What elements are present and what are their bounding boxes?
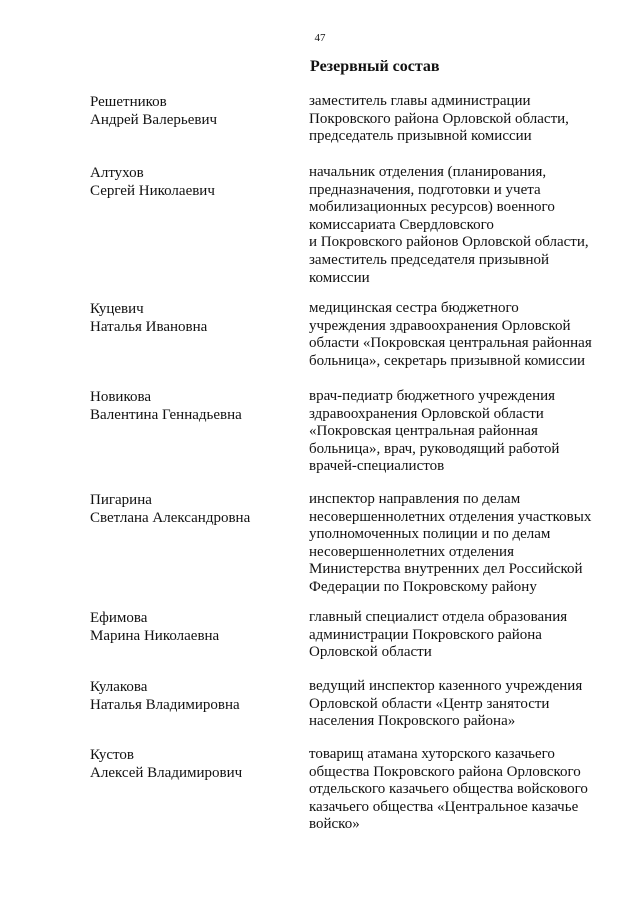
member-role <box>309 93 609 146</box>
role-line: области «Покровская центральная районная <box>309 335 592 352</box>
member-given-names: Сергей Николаевич <box>90 183 215 199</box>
member-surname: Кустов <box>90 747 134 763</box>
member-name <box>90 491 300 527</box>
member-surname: Кулакова <box>90 679 148 695</box>
member-surname: Ефимова <box>90 610 148 626</box>
member-surname: Пигарина <box>90 492 152 508</box>
member-given-names: Наталья Ивановна <box>90 319 208 335</box>
member-given-names: Алексей Владимирович <box>90 765 243 781</box>
role-line: товарищ атамана хуторского казачьего <box>309 746 555 762</box>
role-line: инспектор направления по делам <box>309 491 521 507</box>
role-line: больница», секретарь призывной комиссии <box>309 352 586 369</box>
member-role <box>309 678 609 731</box>
role-line: Орловской области «Центр занятости <box>309 695 550 712</box>
role-line: отдельского казачьего общества войскового <box>309 781 588 798</box>
role-line: предназначения, подготовки и учета <box>309 181 541 198</box>
role-line: несовершеннолетних отделения <box>309 543 514 560</box>
member-name <box>90 678 300 714</box>
member-given-names: Наталья Владимировна <box>90 697 240 713</box>
member-surname: Куцевич <box>90 301 144 317</box>
role-line: главный специалист отдела образования <box>309 609 568 625</box>
role-line: «Покровская центральная районная <box>309 423 538 440</box>
member-role <box>309 388 609 476</box>
member-role <box>309 491 609 597</box>
role-line: и Покровского районов Орловской области, <box>309 234 589 251</box>
role-line: ведущий инспектор казенного учреждения <box>309 678 583 694</box>
member-name <box>90 164 300 200</box>
role-line: войско» <box>309 816 360 833</box>
member-name <box>90 746 300 782</box>
member-given-names: Андрей Валерьевич <box>90 112 218 128</box>
role-line: врачей-специалистов <box>309 458 445 475</box>
role-line: уполномоченных полиции и по делам <box>309 526 551 543</box>
member-role <box>309 609 609 662</box>
member-name <box>90 388 300 424</box>
member-name <box>90 93 300 129</box>
role-line: учреждения здравоохранения Орловской <box>309 317 571 334</box>
role-line: больница», врач, руководящий работой <box>309 440 560 457</box>
member-given-names: Марина Николаевна <box>90 628 220 644</box>
role-line: здравоохранения Орловской области <box>309 405 544 422</box>
role-line: казачьего общества «Центральное казачье <box>309 798 579 815</box>
role-line: Министерства внутренних дел Российской <box>309 561 583 578</box>
role-line: врач-педиатр бюджетного учреждения <box>309 388 556 404</box>
page-number: 47 <box>314 32 326 44</box>
member-surname: Новикова <box>90 389 152 405</box>
member-given-names: Светлана Александровна <box>90 510 251 526</box>
member-role <box>309 746 609 834</box>
role-line: медицинская сестра бюджетного <box>309 300 519 316</box>
role-line: администрации Покровского района <box>309 626 542 643</box>
role-line: общества Покровского района Орловского <box>309 763 581 780</box>
role-line: мобилизационных ресурсов) военного <box>309 199 555 216</box>
member-role <box>309 164 609 287</box>
role-line: населения Покровского района» <box>309 713 516 730</box>
role-line: Покровского района Орловской области, <box>309 110 569 127</box>
role-line: заместитель главы администрации <box>309 93 531 109</box>
member-name <box>90 300 300 336</box>
role-line: председатель призывной комиссии <box>309 128 532 145</box>
role-line: Орловской области <box>309 644 432 661</box>
member-surname: Алтухов <box>90 165 144 181</box>
member-given-names: Валентина Геннадьевна <box>90 407 242 423</box>
role-line: несовершеннолетних отделения участковых <box>309 508 592 525</box>
role-line: заместитель председателя призывной <box>309 251 549 268</box>
role-line: Федерации по Покровскому району <box>309 578 537 595</box>
section-title: Резервный состав <box>310 58 440 75</box>
member-name <box>90 609 300 645</box>
member-surname: Решетников <box>90 94 167 110</box>
role-line: комиссариата Свердловского <box>309 216 494 233</box>
role-line: начальник отделения (планирования, <box>309 164 547 180</box>
role-line: комиссии <box>309 269 370 286</box>
member-role <box>309 300 609 370</box>
